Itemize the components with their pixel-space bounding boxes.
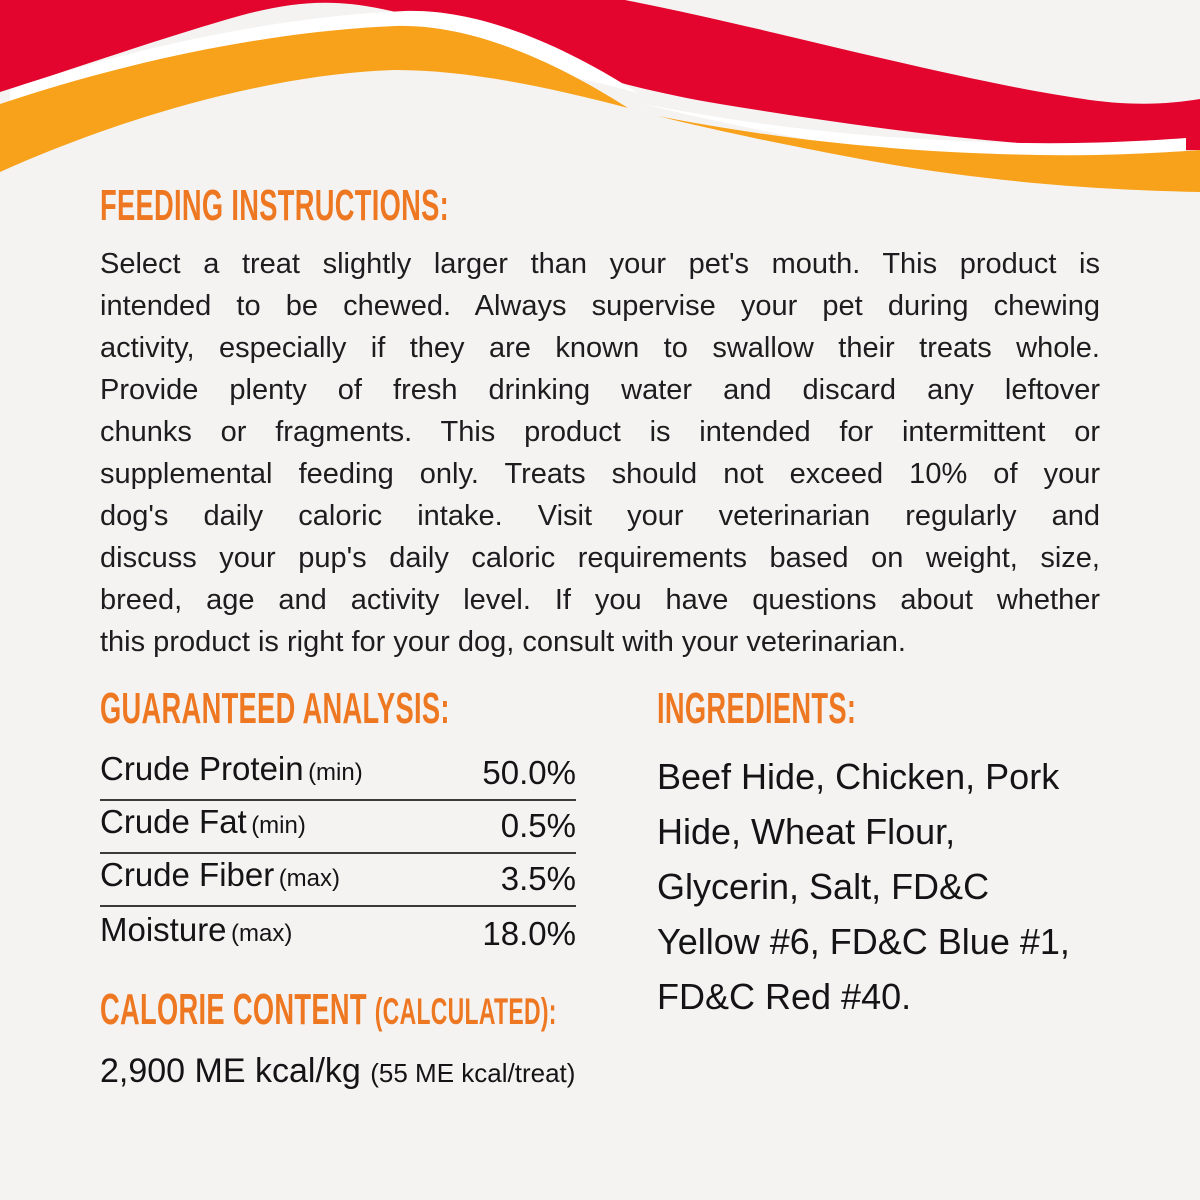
- ingredients-line: FD&C Red #40.: [657, 976, 912, 1017]
- paragraph-line: activity, especially if they are known to swallow their treats whole.: [100, 332, 1100, 364]
- nutrient-label: [100, 805, 306, 843]
- paragraph-line: supplemental feeding only. Treats should not exceed 10% of your: [100, 458, 1100, 490]
- nutrient-value: 50.0%: [482, 754, 576, 791]
- ingredients-heading-text: INGREDIENTS:: [657, 684, 857, 733]
- nutrient-name: Crude Fat: [100, 803, 247, 840]
- paragraph-line: Select a treat slightly larger than your pet's mouth. This product is: [100, 248, 1100, 280]
- table-row: [100, 801, 576, 854]
- feeding-instructions-heading: [100, 183, 1100, 229]
- guaranteed-analysis-heading-text: GUARANTEED ANALYSIS:: [100, 684, 450, 733]
- nutrient-qualifier: (min): [308, 759, 363, 786]
- nutrient-name: Crude Fiber: [100, 856, 275, 893]
- calorie-value: 2,900 ME kcal/kg: [100, 1052, 361, 1090]
- table-row: [100, 748, 576, 801]
- nutrient-value: 3.5%: [500, 860, 576, 897]
- nutrient-qualifier: (min): [251, 812, 306, 839]
- calorie-content-heading-main: CALORIE CONTENT: [100, 985, 367, 1034]
- feeding-instructions-section: [100, 183, 1100, 663]
- nutrient-label: [100, 858, 340, 896]
- ingredients-list: [657, 749, 1127, 1024]
- ingredients-line: Yellow #6, FD&C Blue #1,: [657, 921, 1070, 962]
- nutrient-name: Crude Protein: [100, 750, 304, 787]
- paragraph-line: discuss your pup's daily caloric requirements based on weight, size,: [100, 542, 1100, 574]
- table-row: [100, 854, 576, 907]
- feeding-instructions-heading-text: FEEDING INSTRUCTIONS:: [100, 181, 450, 230]
- nutrient-label: [100, 752, 363, 790]
- ingredients-heading: [657, 686, 1127, 732]
- paragraph-line: Provide plenty of fresh drinking water and discard any leftover: [100, 374, 1100, 406]
- paragraph-line: this product is right for your dog, consult with your veterinarian.: [100, 626, 906, 658]
- ingredients-line: Beef Hide, Chicken, Pork: [657, 756, 1060, 797]
- paragraph-line: dog's daily caloric intake. Visit your veterinarian regularly and: [100, 500, 1100, 532]
- nutrient-name: Moisture: [100, 911, 227, 948]
- calorie-value-line: [100, 1052, 576, 1091]
- feeding-instructions-paragraph: [100, 243, 1100, 663]
- ingredients-line: Glycerin, Salt, FD&C: [657, 866, 990, 907]
- guaranteed-analysis-section: [100, 686, 576, 1091]
- table-row: [100, 907, 576, 960]
- paragraph-line: intended to be chewed. Always supervise your pet during chewing: [100, 290, 1100, 322]
- nutrient-value: 0.5%: [500, 807, 576, 844]
- guaranteed-analysis-heading: [100, 686, 576, 732]
- guaranteed-analysis-table: [100, 748, 576, 960]
- calorie-content-heading: [100, 987, 576, 1035]
- paragraph-line: chunks or fragments. This product is intended for intermittent or: [100, 416, 1100, 448]
- calorie-per-treat-note: (55 ME kcal/treat): [370, 1058, 576, 1088]
- nutrient-value: 18.0%: [482, 915, 576, 952]
- calorie-content-heading-text: [100, 987, 557, 1035]
- calorie-content-heading-suffix: (CALCULATED):: [374, 991, 557, 1032]
- ingredients-section: [657, 686, 1127, 1024]
- paragraph-line: breed, age and activity level. If you have questions about whether: [100, 584, 1100, 616]
- ingredients-line: Hide, Wheat Flour,: [657, 811, 956, 852]
- nutrient-qualifier: (max): [231, 920, 293, 947]
- nutrient-qualifier: (max): [278, 865, 341, 892]
- nutrient-label: [100, 913, 292, 951]
